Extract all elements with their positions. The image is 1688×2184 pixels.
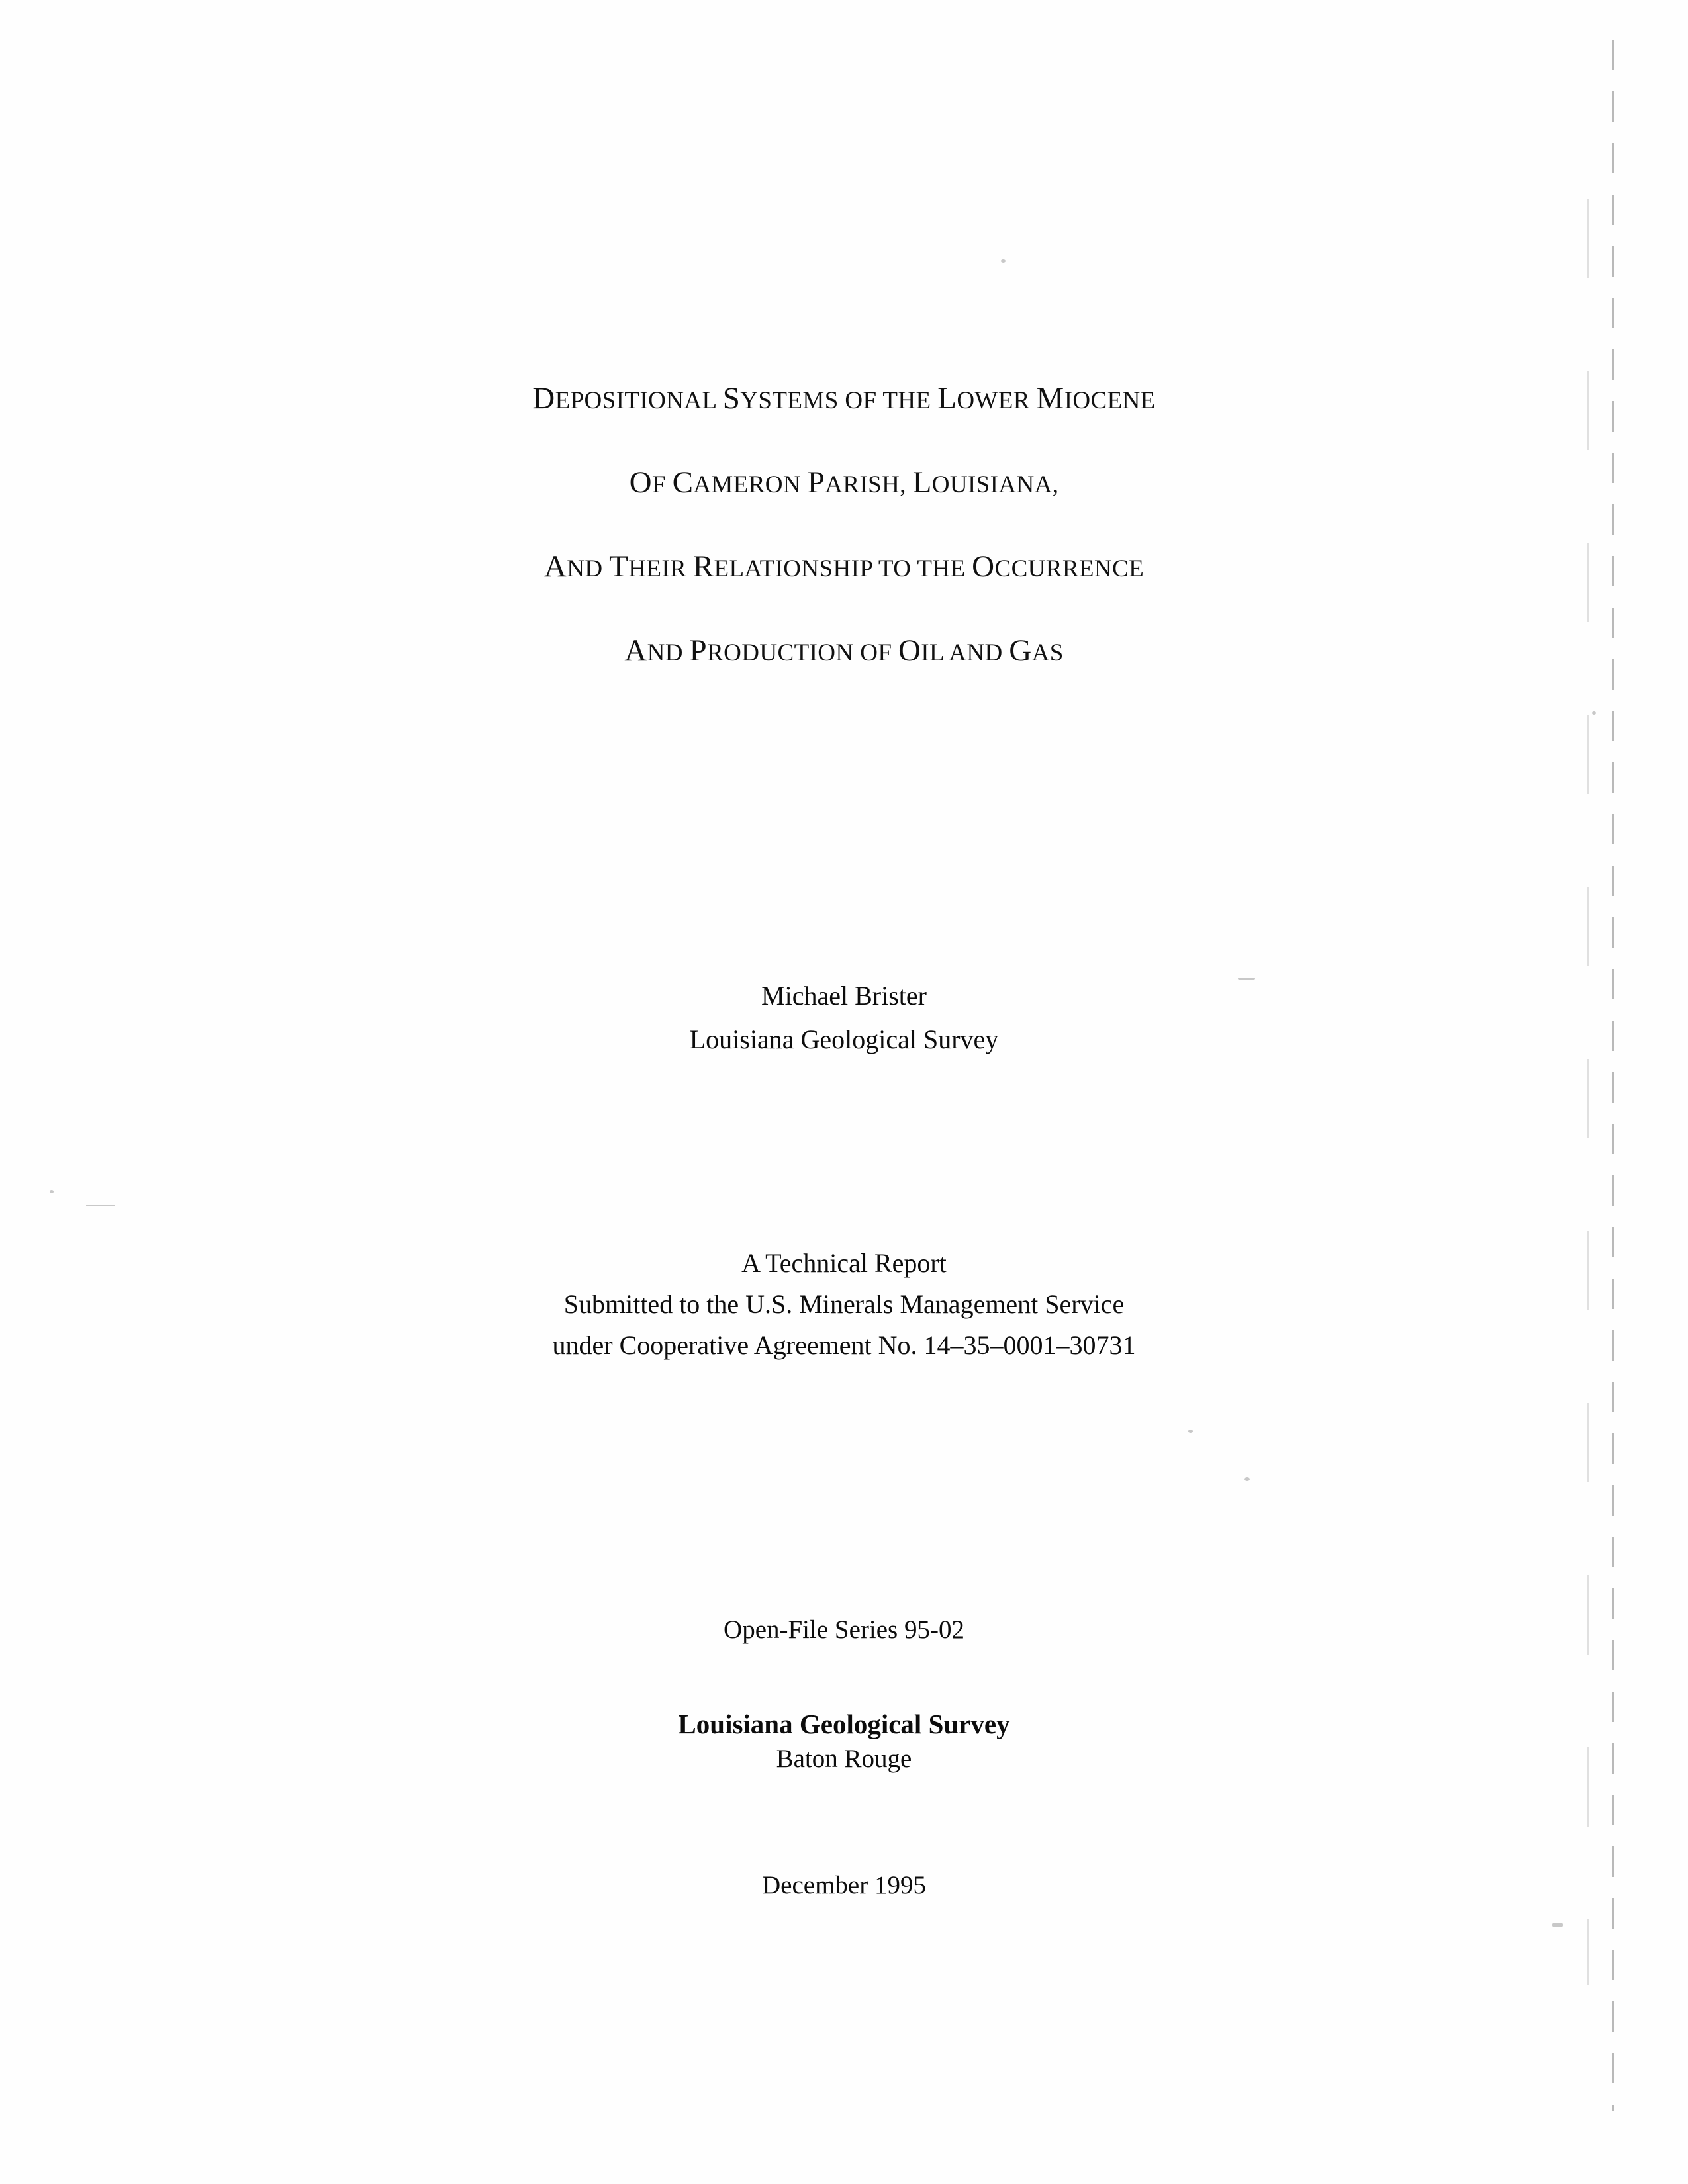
page-title-line-4: AND PRODUCTION OF OIL AND GAS	[624, 633, 1064, 668]
series-number: Open-File Series 95-02	[724, 1615, 964, 1644]
report-submitted-to: Submitted to the U.S. Minerals Management Service	[563, 1289, 1125, 1319]
imprint-block	[348, 1615, 1340, 1900]
report-type: A Technical Report	[741, 1248, 947, 1278]
title-block	[281, 381, 1407, 717]
page-title-line-3: AND THEIR RELATIONSHIP TO THE OCCURRENCE	[543, 549, 1145, 584]
page-title-line-1: DEPOSITIONAL SYSTEMS OF THE LOWER MIOCENE	[532, 381, 1156, 416]
author-block	[348, 974, 1340, 1062]
author-name: Michael Brister	[761, 981, 927, 1011]
page-title-line-2: OF CAMERON PARISH, LOUISIANA,	[629, 465, 1059, 500]
publisher-city: Baton Rouge	[776, 1745, 912, 1773]
report-agreement-number: under Cooperative Agreement No. 14–35–0001–30731	[552, 1330, 1136, 1360]
publisher-name: Louisiana Geological Survey	[678, 1709, 1010, 1739]
author-organization: Louisiana Geological Survey	[689, 1024, 999, 1054]
report-info-block	[281, 1243, 1407, 1366]
publication-date: December 1995	[762, 1871, 926, 1899]
